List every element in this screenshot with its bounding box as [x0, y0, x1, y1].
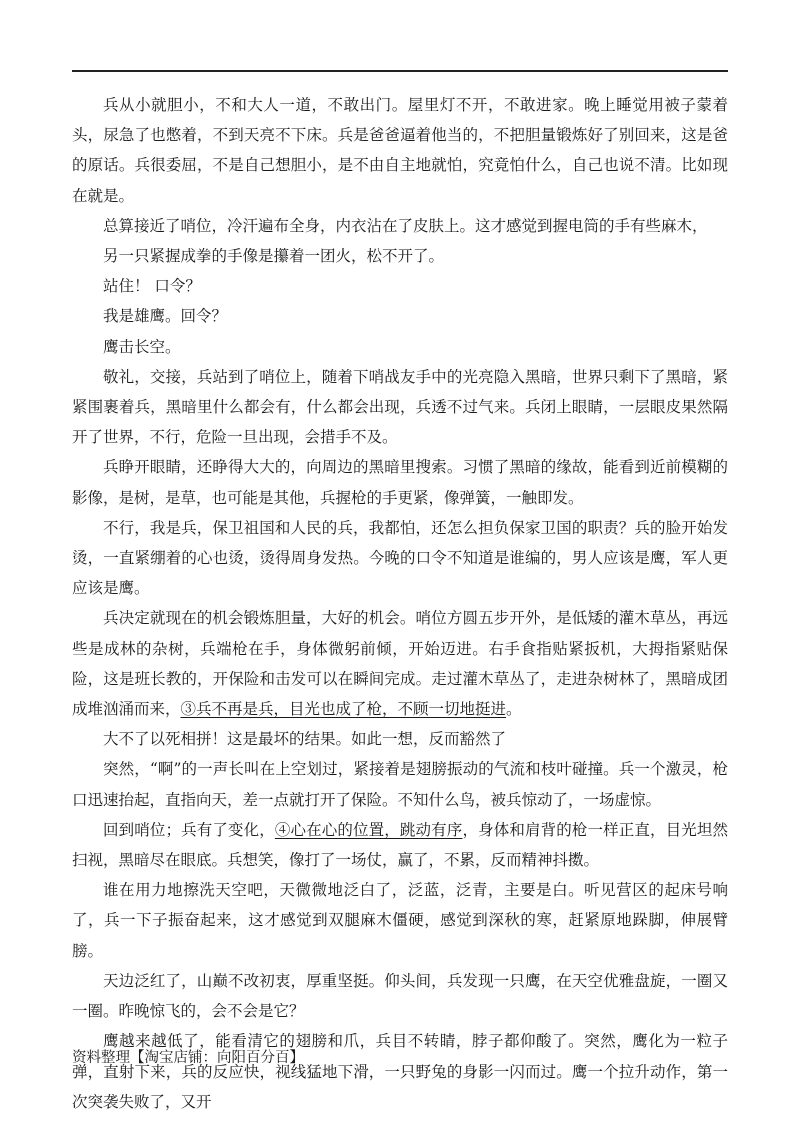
story-body — [72, 90, 728, 1117]
underlined-sentence-4: ④心在心的位置，跳动有序 — [274, 820, 463, 839]
paragraph: 另一只紧握成拳的手像是攥着一团火，松不开了。 — [103, 247, 445, 266]
paragraph: 天边泛红了，山巅不改初衷，厚重坚挺。仰头间，兵发现一只鹰，在天空优雅盘旋，一圈又一圈。昨晚惊飞的，会不会是它？ — [72, 971, 728, 1021]
paragraph-ambush — [72, 603, 728, 724]
paragraph: 我是雄鹰。回令？ — [103, 307, 228, 326]
paragraph: 突然，“啊”的一声长叫在上空划过，紧接着是翅膀振动的气流和枝叶碰撞。兵一个激灵，枪口迅速抬起，直指向天，差一点就打开了保险。不知什么鸟，被兵惊动了，一场虚惊。 — [72, 760, 728, 809]
paragraph: 兵睁开眼睛，还睁得大大的，向周边的黑暗里搜索。习惯了黑暗的缘故，能看到近前模糊的影像，是树，是草，也可能是其他，兵握枪的手更紧，像弹簧，一触即发。 — [72, 458, 728, 507]
return-end: ，身体和肩背的枪一样正直，目光坦然扫视，黑暗尽在眼底。兵想笑，像打了一场仗，赢了，不累，反而精神抖擞。 — [72, 820, 728, 870]
paragraph: 鹰越来越低了，能看清它的翅膀和爪，兵目不转睛，脖子都仰酸了。突然，鹰化为一粒子弹，直射下来，兵的反应快，视线猛地下滑，一只野兔的身影一闪而过。鹰一个拉升动作，第一次突袭失败了，又开 — [72, 1032, 728, 1111]
ambush-text: 兵决定就现在的机会锻炼胆量，大好的机会。哨位方圆五步开外，是低矮的灌木草丛，再远些是成林的杂树，兵端枪在手，身体微躬前倾，开始迈进。右手食指贴紧扳机，大拇指紧贴保险，这是班长教的，开保险和击发可以在瞬间完成。走过灌木草丛了，走进杂树林了，黑暗成团成堆汹涌而来， — [72, 609, 728, 719]
paragraph-return — [72, 815, 728, 875]
footer-source: 资料整理【淘宝店铺：向阳百分百】 — [72, 1050, 304, 1066]
paragraph: 总算接近了哨位，冷汗遍布全身，内衣沾在了皮肤上。这才感觉到握电筒的手有些麻木， — [103, 216, 708, 235]
paragraph: 不行，我是兵，保卫祖国和人民的兵，我都怕，还怎么担负保家卫国的职责？兵的脸开始发烫，一直紧绷着的心也烫，烫得周身发热。今晚的口令不知道是谁编的，男人应该是鹰，军人更应该是鹰。 — [72, 518, 728, 598]
header-rule — [72, 70, 728, 72]
underlined-sentence-3: ③兵不再是兵，目光也成了枪，不顾一切地挺进 — [180, 700, 507, 719]
paragraph: 谁在用力地擦洗天空吧，天微微地泛白了，泛蓝，泛青，主要是白。听见营区的起床号响了，兵一下子振奋起来，这才感觉到双腿麻木僵硬，感觉到深秋的寒，赶紧原地跺脚，伸展臂膀。 — [72, 881, 728, 960]
paragraph: 敬礼，交接，兵站到了哨位上，随着下哨战友手中的光亮隐入黑暗，世界只剩下了黑暗，紧紧围裹着兵，黑暗里什么都会有，什么都会出现，兵透不过气来。兵闭上眼睛，一层眼皮果然隔开了世界，不行，危险一旦出现，会措手不及。 — [72, 367, 728, 447]
paragraph: 兵从小就胆小，不和大人一道，不敢出门。屋里灯不开，不敢进家。晚上睡觉用被子蒙着头，尿急了也憋着，不到天亮不下床。兵是爸爸逼着他当的，不把胆量锻炼好了别回来，这是爸的原话。兵很委屈，不是自己想胆小，是不由自主地就怕，究竟怕什么，自己也说不清。比如现在就是。 — [72, 96, 728, 205]
paragraph: 鹰击长空。 — [103, 337, 181, 356]
return-text: 回到哨位；兵有了变化， — [103, 820, 275, 839]
ambush-end: 。 — [506, 700, 522, 719]
paragraph: 站住！ 口令？ — [103, 277, 201, 296]
paragraph: 大不了以死相拼！这是最坏的结果。如此一想，反而豁然了 — [103, 730, 507, 749]
